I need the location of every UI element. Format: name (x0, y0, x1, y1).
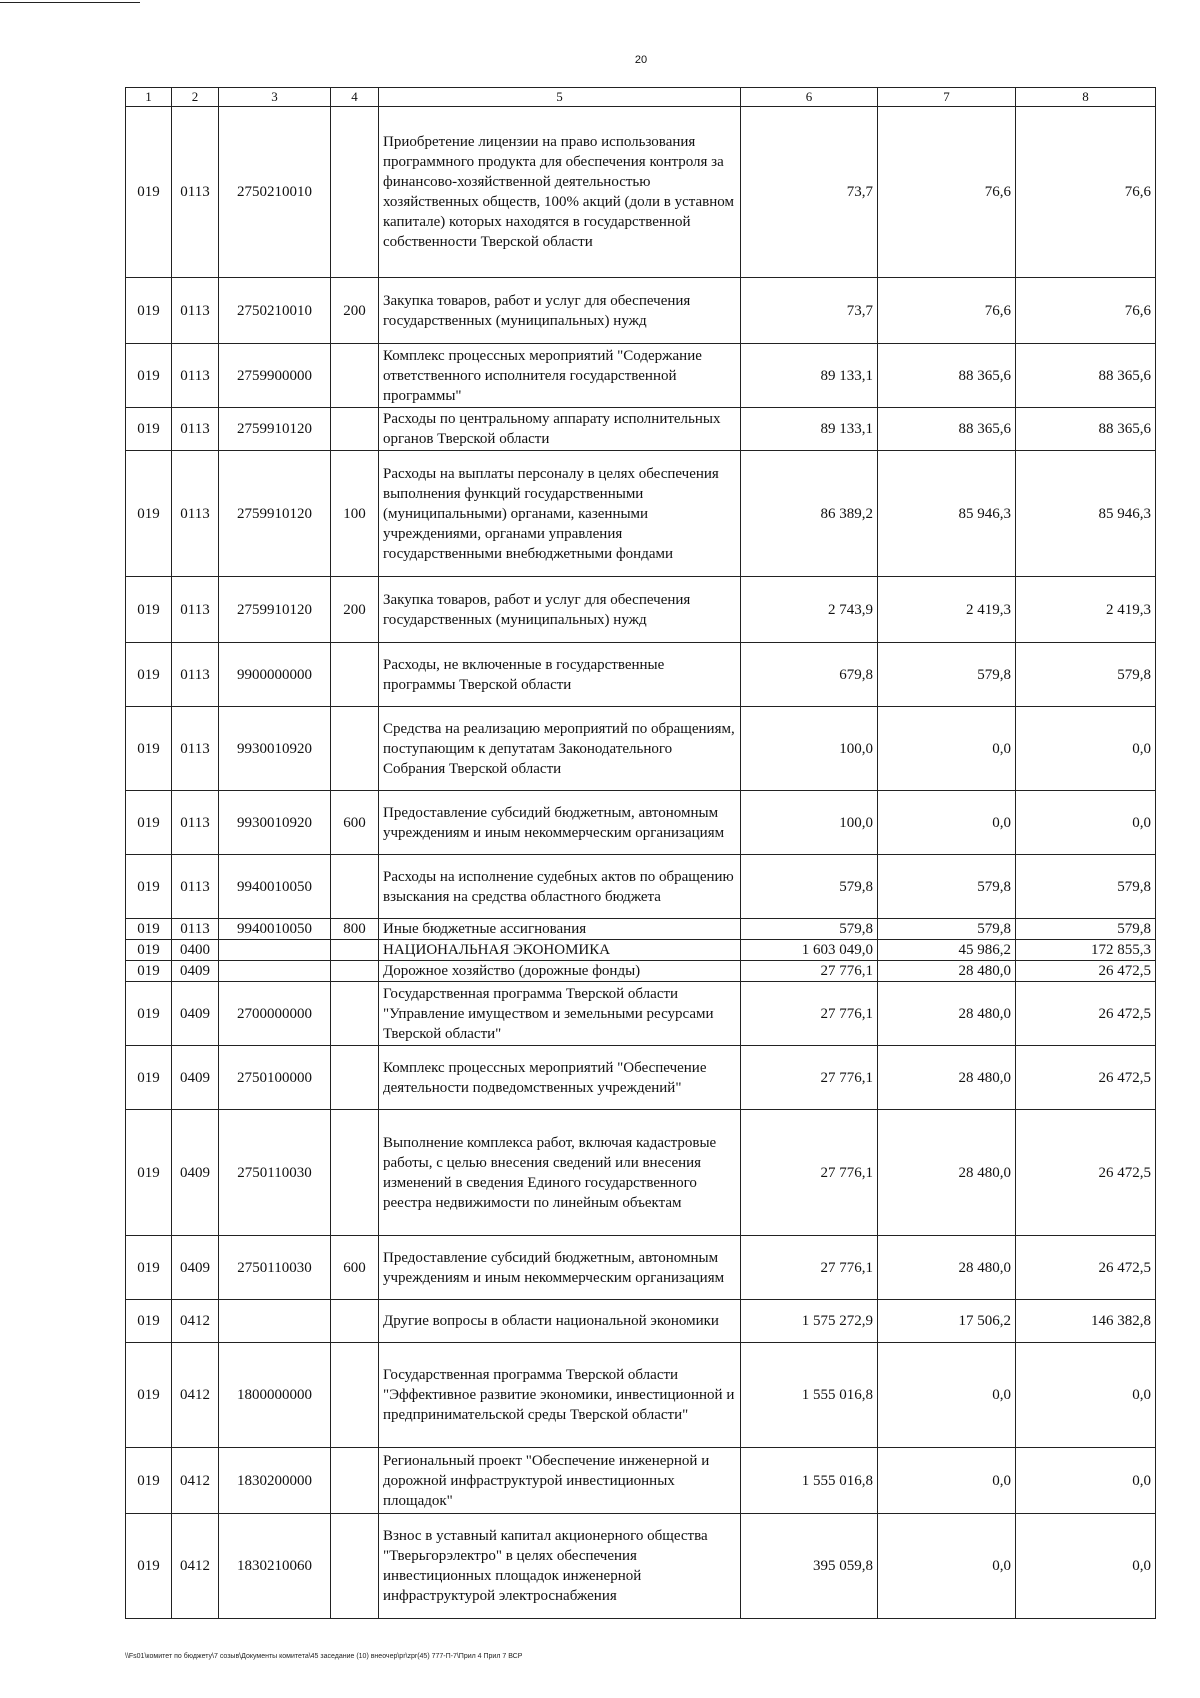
table-row (126, 1110, 1156, 1236)
amount-col8: 76,6 (1016, 278, 1156, 344)
amount-col7: 0,0 (878, 707, 1016, 791)
amount-col8: 0,0 (1016, 1448, 1156, 1514)
amount-col8: 76,6 (1016, 107, 1156, 278)
expense-name: Иные бюджетные ассигнования (379, 919, 741, 940)
expense-type-code: 800 (331, 919, 379, 940)
amount-col7: 0,0 (878, 791, 1016, 855)
amount-col7: 28 480,0 (878, 961, 1016, 982)
table-row (126, 278, 1156, 344)
table-row (126, 1448, 1156, 1514)
expense-type-code (331, 1343, 379, 1448)
expense-type-code (331, 344, 379, 408)
expense-type-code (331, 1110, 379, 1236)
amount-col8: 2 419,3 (1016, 577, 1156, 643)
ministry-code: 019 (126, 855, 172, 919)
ministry-code: 019 (126, 643, 172, 707)
amount-col7: 76,6 (878, 278, 1016, 344)
section-code: 0409 (172, 1236, 219, 1300)
expense-name: Средства на реализацию мероприятий по обращениям, поступающим к депутатам Законодательного Собрания Тверской области (379, 707, 741, 791)
ministry-code: 019 (126, 961, 172, 982)
amount-col6: 86 389,2 (741, 451, 878, 577)
expense-type-code (331, 961, 379, 982)
ministry-code: 019 (126, 344, 172, 408)
ministry-code: 019 (126, 791, 172, 855)
expense-name: Взнос в уставный капитал акционерного общества "Тверьгорэлектро" в целях обеспечения инвестиционных площадок инженерной инфраструктурой электроснабжения (379, 1514, 741, 1619)
column-header: 1 (126, 88, 172, 107)
column-header: 5 (379, 88, 741, 107)
target-article-code: 9930010920 (219, 707, 331, 791)
amount-col7: 28 480,0 (878, 982, 1016, 1046)
amount-col8: 172 855,3 (1016, 940, 1156, 961)
page-number: 20 (634, 54, 648, 66)
amount-col7: 0,0 (878, 1514, 1016, 1619)
amount-col8: 88 365,6 (1016, 344, 1156, 408)
expense-type-code (331, 855, 379, 919)
expense-type-code (331, 1300, 379, 1343)
amount-col6: 579,8 (741, 855, 878, 919)
amount-col6: 27 776,1 (741, 1236, 878, 1300)
table-row (126, 855, 1156, 919)
amount-col7: 0,0 (878, 1343, 1016, 1448)
column-header: 6 (741, 88, 878, 107)
section-code: 0412 (172, 1343, 219, 1448)
section-code: 0113 (172, 278, 219, 344)
expense-name: Дорожное хозяйство (дорожные фонды) (379, 961, 741, 982)
amount-col7: 85 946,3 (878, 451, 1016, 577)
amount-col7: 579,8 (878, 919, 1016, 940)
section-code: 0113 (172, 107, 219, 278)
amount-col7: 579,8 (878, 643, 1016, 707)
table-row (126, 1046, 1156, 1110)
amount-col8: 26 472,5 (1016, 961, 1156, 982)
section-code: 0409 (172, 961, 219, 982)
amount-col6: 73,7 (741, 278, 878, 344)
amount-col8: 579,8 (1016, 919, 1156, 940)
ministry-code: 019 (126, 1046, 172, 1110)
expense-type-code: 600 (331, 1236, 379, 1300)
ministry-code: 019 (126, 408, 172, 451)
expense-type-code (331, 982, 379, 1046)
section-code: 0113 (172, 643, 219, 707)
table-row (126, 344, 1156, 408)
amount-col7: 45 986,2 (878, 940, 1016, 961)
expense-name: Расходы на исполнение судебных актов по обращению взыскания на средства областного бюджета (379, 855, 741, 919)
amount-col7: 88 365,6 (878, 408, 1016, 451)
expense-name: Предоставление субсидий бюджетным, автономным учреждениям и иным некоммерческим организациям (379, 791, 741, 855)
column-header: 4 (331, 88, 379, 107)
target-article-code: 9930010920 (219, 791, 331, 855)
column-header: 3 (219, 88, 331, 107)
amount-col6: 1 555 016,8 (741, 1448, 878, 1514)
target-article-code: 2750110030 (219, 1236, 331, 1300)
expense-type-code (331, 643, 379, 707)
section-code: 0113 (172, 408, 219, 451)
target-article-code: 2759900000 (219, 344, 331, 408)
table-row (126, 791, 1156, 855)
table-row (126, 982, 1156, 1046)
amount-col8: 26 472,5 (1016, 1236, 1156, 1300)
expense-name: НАЦИОНАЛЬНАЯ ЭКОНОМИКА (379, 940, 741, 961)
expense-name: Расходы по центральному аппарату исполнительных органов Тверской области (379, 408, 741, 451)
section-code: 0113 (172, 577, 219, 643)
target-article-code: 2750210010 (219, 278, 331, 344)
section-code: 0113 (172, 855, 219, 919)
target-article-code: 1830210060 (219, 1514, 331, 1619)
section-code: 0113 (172, 451, 219, 577)
amount-col8: 85 946,3 (1016, 451, 1156, 577)
target-article-code: 9940010050 (219, 919, 331, 940)
amount-col7: 28 480,0 (878, 1236, 1016, 1300)
amount-col6: 395 059,8 (741, 1514, 878, 1619)
amount-col7: 0,0 (878, 1448, 1016, 1514)
target-article-code: 2750100000 (219, 1046, 331, 1110)
column-header: 2 (172, 88, 219, 107)
amount-col7: 579,8 (878, 855, 1016, 919)
amount-col8: 0,0 (1016, 1343, 1156, 1448)
expense-name: Выполнение комплекса работ, включая кадастровые работы, с целью внесения сведений или внесения изменений в сведения Единого государственного реестра недвижимости по линейным объектам (379, 1110, 741, 1236)
section-code: 0113 (172, 791, 219, 855)
ministry-code: 019 (126, 1343, 172, 1448)
target-article-code: 1800000000 (219, 1343, 331, 1448)
amount-col6: 89 133,1 (741, 408, 878, 451)
ministry-code: 019 (126, 919, 172, 940)
amount-col7: 17 506,2 (878, 1300, 1016, 1343)
amount-col6: 100,0 (741, 791, 878, 855)
section-code: 0113 (172, 707, 219, 791)
ministry-code: 019 (126, 707, 172, 791)
amount-col7: 88 365,6 (878, 344, 1016, 408)
footer-file-path: \\Fs01\комитет по бюджету\7 созыв\Документы комитета\45 заседание (10) внеочер\pr\zpr(45) 777-П-7\Прил 4 Прил 7 ВСР (125, 1653, 523, 1660)
expense-name: Государственная программа Тверской области "Эффективное развитие экономики, инвестиционной и предпринимательской среды Тверской области" (379, 1343, 741, 1448)
expense-name: Закупка товаров, работ и услуг для обеспечения государственных (муниципальных) нужд (379, 278, 741, 344)
table-row (126, 1236, 1156, 1300)
table-row (126, 940, 1156, 961)
expense-name: Региональный проект "Обеспечение инженерной и дорожной инфраструктурой инвестиционных площадок" (379, 1448, 741, 1514)
expense-name: Закупка товаров, работ и услуг для обеспечения государственных (муниципальных) нужд (379, 577, 741, 643)
expense-type-code (331, 107, 379, 278)
target-article-code: 2759910120 (219, 408, 331, 451)
amount-col8: 0,0 (1016, 707, 1156, 791)
target-article-code (219, 1300, 331, 1343)
ministry-code: 019 (126, 1236, 172, 1300)
amount-col8: 26 472,5 (1016, 982, 1156, 1046)
amount-col8: 579,8 (1016, 643, 1156, 707)
expense-type-code (331, 1514, 379, 1619)
table-header-row (126, 88, 1156, 107)
amount-col6: 27 776,1 (741, 1046, 878, 1110)
ministry-code: 019 (126, 278, 172, 344)
target-article-code: 2700000000 (219, 982, 331, 1046)
target-article-code: 2759910120 (219, 451, 331, 577)
table-row (126, 643, 1156, 707)
scan-corner-line (0, 2, 140, 3)
ministry-code: 019 (126, 1514, 172, 1619)
ministry-code: 019 (126, 1110, 172, 1236)
amount-col8: 579,8 (1016, 855, 1156, 919)
budget-table (125, 87, 1156, 1619)
expense-name: Расходы, не включенные в государственные программы Тверской области (379, 643, 741, 707)
target-article-code: 9900000000 (219, 643, 331, 707)
section-code: 0412 (172, 1514, 219, 1619)
ministry-code: 019 (126, 451, 172, 577)
section-code: 0409 (172, 982, 219, 1046)
table-row (126, 1343, 1156, 1448)
target-article-code (219, 961, 331, 982)
section-code: 0400 (172, 940, 219, 961)
amount-col8: 146 382,8 (1016, 1300, 1156, 1343)
expense-name: Расходы на выплаты персоналу в целях обеспечения выполнения функций государственными (муниципальными) органами, казенными учреждениями, органами управления государственными внебюджетными фондами (379, 451, 741, 577)
expense-name: Предоставление субсидий бюджетным, автономным учреждениям и иным некоммерческим организациям (379, 1236, 741, 1300)
table-row (126, 1300, 1156, 1343)
target-article-code (219, 940, 331, 961)
table-row (126, 408, 1156, 451)
amount-col7: 28 480,0 (878, 1110, 1016, 1236)
expense-type-code: 200 (331, 278, 379, 344)
amount-col7: 28 480,0 (878, 1046, 1016, 1110)
ministry-code: 019 (126, 940, 172, 961)
ministry-code: 019 (126, 1448, 172, 1514)
expense-type-code: 600 (331, 791, 379, 855)
amount-col6: 2 743,9 (741, 577, 878, 643)
amount-col8: 26 472,5 (1016, 1110, 1156, 1236)
amount-col6: 579,8 (741, 919, 878, 940)
section-code: 0412 (172, 1300, 219, 1343)
target-article-code: 9940010050 (219, 855, 331, 919)
expense-type-code (331, 1046, 379, 1110)
expense-name: Комплекс процессных мероприятий "Обеспечение деятельности подведомственных учреждений" (379, 1046, 741, 1110)
amount-col6: 27 776,1 (741, 982, 878, 1046)
target-article-code: 1830200000 (219, 1448, 331, 1514)
section-code: 0409 (172, 1110, 219, 1236)
amount-col7: 76,6 (878, 107, 1016, 278)
amount-col6: 1 555 016,8 (741, 1343, 878, 1448)
table-row (126, 577, 1156, 643)
expense-type-code (331, 707, 379, 791)
table-row (126, 107, 1156, 278)
expense-type-code (331, 1448, 379, 1514)
target-article-code: 2750110030 (219, 1110, 331, 1236)
table-row (126, 961, 1156, 982)
amount-col8: 0,0 (1016, 1514, 1156, 1619)
amount-col6: 100,0 (741, 707, 878, 791)
expense-type-code: 100 (331, 451, 379, 577)
ministry-code: 019 (126, 577, 172, 643)
amount-col6: 27 776,1 (741, 961, 878, 982)
amount-col6: 27 776,1 (741, 1110, 878, 1236)
amount-col6: 73,7 (741, 107, 878, 278)
amount-col7: 2 419,3 (878, 577, 1016, 643)
expense-type-code (331, 940, 379, 961)
amount-col6: 679,8 (741, 643, 878, 707)
column-header: 7 (878, 88, 1016, 107)
table-row (126, 707, 1156, 791)
amount-col8: 0,0 (1016, 791, 1156, 855)
ministry-code: 019 (126, 107, 172, 278)
expense-type-code: 200 (331, 577, 379, 643)
column-header: 8 (1016, 88, 1156, 107)
table-row (126, 1514, 1156, 1619)
target-article-code: 2750210010 (219, 107, 331, 278)
expense-name: Приобретение лицензии на право использования программного продукта для обеспечения контроля за финансово-хозяйственной деятельностью хозяйственных обществ, 100% акций (доли в уставном капитале) которых находятся в государственной собственности Тверской области (379, 107, 741, 278)
amount-col6: 89 133,1 (741, 344, 878, 408)
section-code: 0113 (172, 344, 219, 408)
amount-col8: 88 365,6 (1016, 408, 1156, 451)
expense-name: Государственная программа Тверской области "Управление имуществом и земельными ресурсами Тверской области" (379, 982, 741, 1046)
table-row (126, 451, 1156, 577)
expense-name: Другие вопросы в области национальной экономики (379, 1300, 741, 1343)
amount-col8: 26 472,5 (1016, 1046, 1156, 1110)
expense-name: Комплекс процессных мероприятий "Содержание ответственного исполнителя государственной программы" (379, 344, 741, 408)
table-row (126, 919, 1156, 940)
expense-type-code (331, 408, 379, 451)
section-code: 0113 (172, 919, 219, 940)
section-code: 0409 (172, 1046, 219, 1110)
amount-col6: 1 575 272,9 (741, 1300, 878, 1343)
ministry-code: 019 (126, 1300, 172, 1343)
section-code: 0412 (172, 1448, 219, 1514)
amount-col6: 1 603 049,0 (741, 940, 878, 961)
ministry-code: 019 (126, 982, 172, 1046)
target-article-code: 2759910120 (219, 577, 331, 643)
